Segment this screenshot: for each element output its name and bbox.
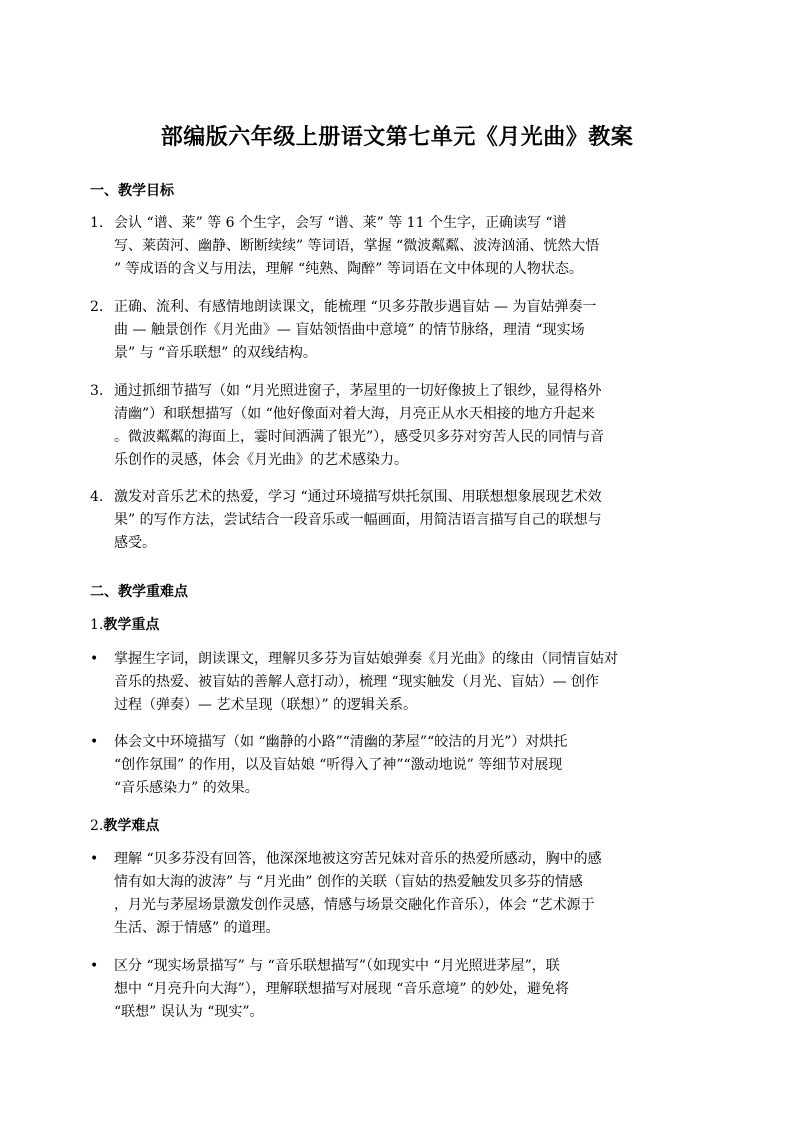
item-number: 2. [90, 299, 104, 315]
text-line: “联想” 误认为 “现实”。 [114, 1004, 264, 1020]
text-line: 情有如大海的波涛” 与 “月光曲” 创作的关联（盲姑的热爱触发贝多芬的情感 [114, 874, 583, 890]
text-line: 理解 “贝多芬没有回答，他深深地被这穷苦兄妹对音乐的热爱所感动，胸中的感 [114, 851, 602, 867]
text-line: 景” 与 “音乐联想” 的双线结构。 [114, 345, 317, 361]
text-line: 会认 “谱、莱” 等 6 个生字，会写 “谱、莱” 等 11 个生字，正确读写 “谱 [114, 215, 567, 231]
goal-item-1 [90, 212, 696, 281]
difficulty-item-1 [90, 848, 696, 940]
focus-item-1 [90, 648, 696, 717]
document-title: 部编版六年级上册语文第七单元《月光曲》教案 [160, 124, 634, 150]
subheading-difficulty [90, 815, 159, 835]
item-text [90, 296, 696, 365]
text-line: 感受。 [114, 535, 156, 551]
text-line: 曲 — 触景创作《月光曲》— 盲姑领悟曲中意境” 的情节脉络，理清 “现实场 [114, 322, 585, 338]
focus-item-2 [90, 731, 696, 800]
subheading-label: 教学重点 [103, 617, 160, 633]
subheading-number: 2. [90, 818, 104, 834]
text-line: 体会文中环境描写（如 “幽静的小路”“清幽的茅屋”“皎洁的月光”）对烘托 [114, 734, 568, 750]
section-heading-goals: 一、教学目标 [90, 183, 174, 199]
text-line: 掌握生字词，朗读课文，理解贝多芬为盲姑娘弹奏《月光曲》的缘由（同情盲姑对 [114, 651, 618, 667]
goal-item-3 [90, 380, 696, 472]
bullet: • [90, 651, 99, 667]
item-text [90, 486, 696, 555]
item-text [90, 648, 696, 717]
bullet: • [90, 958, 99, 974]
text-line: 。微波粼粼的海面上，霎时间洒满了银光”），感受贝多芬对穷苦人民的同情与音 [114, 429, 605, 445]
text-line: 写、莱茵河、幽静、断断续续” 等词语，掌握 “微波粼粼、波涛汹涌、恍然大悟 [114, 238, 600, 254]
item-number: 1. [90, 215, 104, 231]
text-line: 想中 “月亮升向大海”），理解联想描写对展现 “音乐意境” 的妙处，避免将 [114, 981, 569, 997]
item-text [90, 380, 696, 472]
text-line: 果” 的写作方法，尝试结合一段音乐或一幅画面，用简洁语言描写自己的联想与 [114, 512, 602, 528]
text-line: 生活、源于情感” 的道理。 [114, 920, 280, 936]
goal-item-2 [90, 296, 696, 365]
item-number: 3. [90, 383, 104, 399]
text-line: ，月光与茅屋场景激发创作灵感，情感与场景交融化作音乐），体会 “艺术源于 [114, 897, 595, 913]
text-line: 乐创作的灵感，体会《月光曲》的艺术感染力。 [114, 452, 408, 468]
text-line: “创作氛围” 的作用，以及盲姑娘 “听得入了神”“激动地说” 等细节对展现 [114, 757, 563, 773]
text-line: 激发对音乐艺术的热爱，学习 “通过环境描写烘托氛围、用联想想象展现艺术效 [114, 489, 602, 505]
text-line: ” 等成语的含义与用法，理解 “纯熟、陶醉” 等词语在文中体现的人物状态。 [114, 261, 583, 277]
difficulty-item-2 [90, 955, 696, 1024]
text-line: 清幽”）和联想描写（如 “他好像面对着大海，月亮正从水天相接的地方升起来 [114, 406, 595, 422]
text-line: 通过抓细节描写（如 “月光照进窗子，茅屋里的一切好像披上了银纱，显得格外 [114, 383, 602, 399]
item-text [90, 848, 696, 940]
text-line: 正确、流利、有感情地朗读课文，能梳理 “贝多芬散步遇盲姑 — 为盲姑弹奏一 [114, 299, 597, 315]
subheading-focus [90, 614, 159, 634]
goal-item-4 [90, 486, 696, 555]
text-line: 区分 “现实场景描写” 与 “音乐联想描写”（如现实中 “月光照进茅屋”，联 [114, 958, 560, 974]
item-text [90, 731, 696, 800]
item-text [90, 955, 696, 1024]
text-line: 音乐的热爱、被盲姑的善解人意打动），梳理 “现实触发（月光、盲姑）— 创作 [114, 674, 600, 690]
subheading-label: 教学难点 [103, 818, 160, 834]
text-line: 过程（弹奏）— 艺术呈现（联想）” 的逻辑关系。 [114, 697, 418, 713]
item-number: 4. [90, 489, 104, 505]
bullet: • [90, 734, 99, 750]
section-heading-key-points: 二、教学重难点 [90, 584, 188, 600]
text-line: “音乐感染力” 的效果。 [114, 780, 259, 796]
subheading-number: 1. [90, 617, 104, 633]
item-text [90, 212, 696, 281]
bullet: • [90, 851, 99, 867]
